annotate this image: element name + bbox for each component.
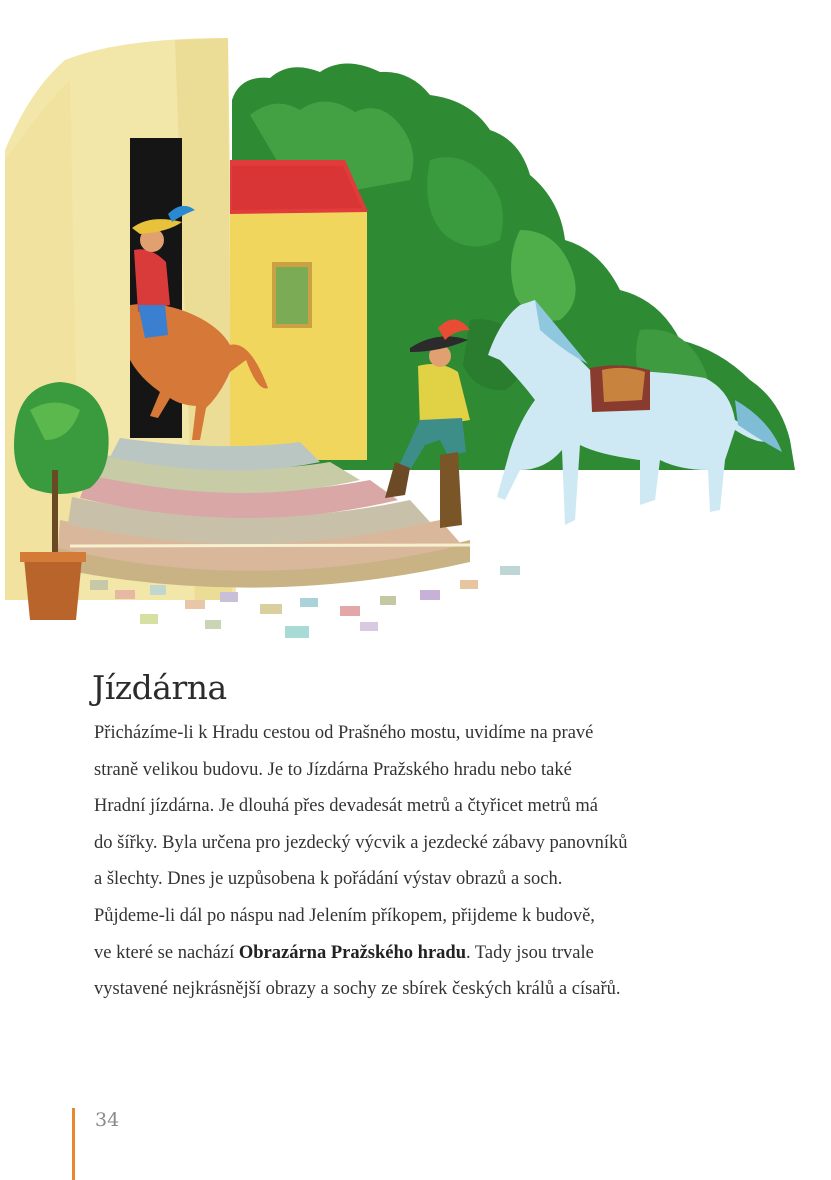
page-title: Jízdárna (92, 668, 227, 707)
bold-term: Obrazárna Pražského hradu (238, 942, 466, 963)
paragraph-line: Přicházíme-li k Hradu cestou od Prašného mostu, uvidíme na pravé (94, 723, 594, 743)
paragraph-line (94, 935, 754, 972)
paragraph-line: Půjdeme-li dál po náspu nad Jelením příkopem, přijdeme k budově, (94, 905, 595, 926)
text-run: . Tady jsou trvale (465, 942, 594, 963)
page-accent-bar (72, 1108, 75, 1180)
red-roof-house (230, 160, 368, 460)
paragraph-line: a šlechty. Dnes je uzpůsobena k pořádání výstav obrazů a soch. (94, 869, 563, 890)
paragraph-line: do šířky. Byla určena pro jezdecký výcvik a jezdecké zábavy panovníků (94, 832, 628, 853)
paragraph-line: straně velikou budovu. Je to Jízdárna Pražského hradu nebo také (94, 759, 572, 780)
paragraph-line: Hradní jízdárna. Je dlouhá přes devadesát metrů a čtyřicet metrů má (94, 796, 598, 817)
page-number: 34 (95, 1109, 120, 1131)
body-paragraph (94, 715, 754, 1008)
paragraph-line: vystavené nejkrásnější obrazy a sochy ze sbírek českých králů a císařů. (94, 979, 621, 1000)
text-run: ve které se nachází (94, 942, 239, 963)
